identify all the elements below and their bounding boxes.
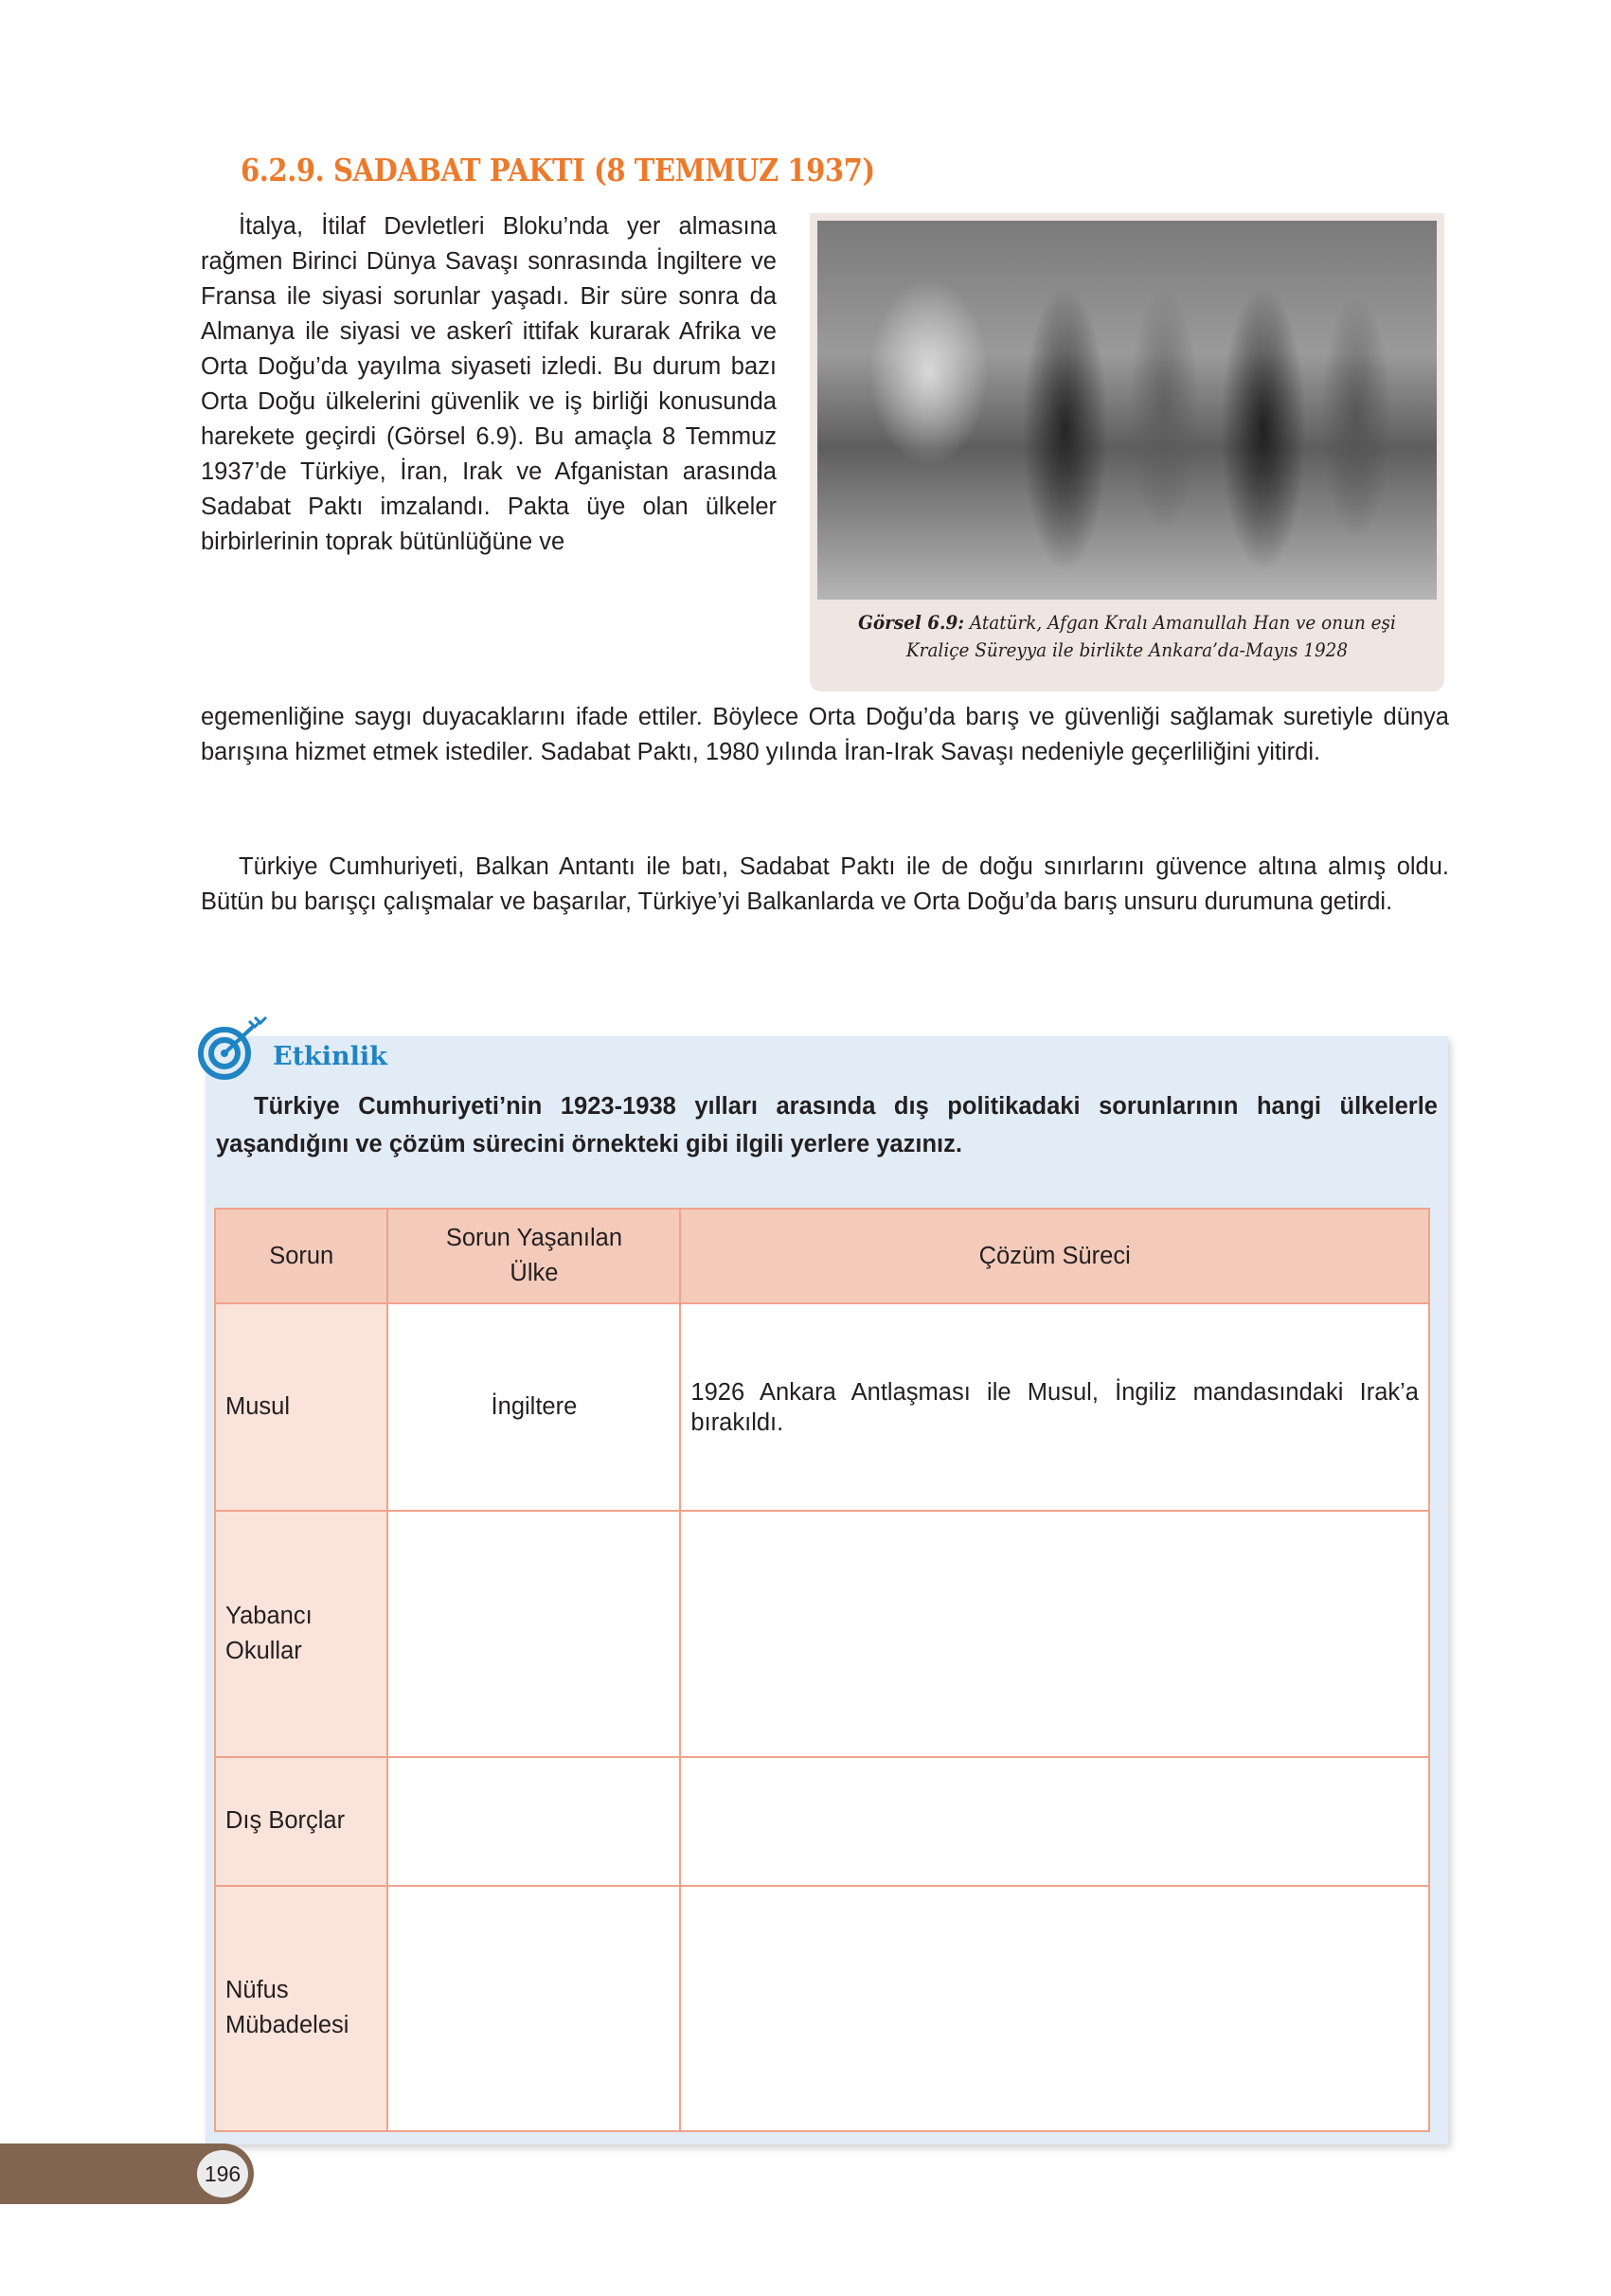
table-row xyxy=(215,1886,1429,2131)
cell-ulke-answer[interactable] xyxy=(387,1511,680,1756)
section-title: 6.2.9. SADABAT PAKTI (8 TEMMUZ 1937) xyxy=(241,152,875,188)
table-row xyxy=(215,1303,1429,1511)
paragraph-1-column: İtalya, İtilaf Devletleri Bloku’nda yer almasına rağmen Birinci Dünya Savaşı sonrasında İngiltere ve Fransa ile siyasi sorunlar yaşadı. Bir süre sonra da Almanya ile siyasi ve askerî ittifak kurarak Afrika ve Orta Doğu’da yayılma siyaseti izledi. Bu durum bazı Orta Doğu ülkelerini güvenlik ve iş birliği konusunda harekete geçirdi (Görsel 6.9). Bu amaçla 8 Temmuz 1937’de Türkiye, İran, Irak ve Afganistan arasında Sadabat Paktı imzalandı. Pakta üye olan ülkeler birbirlerinin toprak bütünlüğüne ve xyxy=(201,213,777,555)
cell-cozum-answer[interactable] xyxy=(680,1886,1429,2131)
header-sorun: Sorun xyxy=(215,1209,387,1303)
historical-photo xyxy=(817,221,1437,600)
cell-cozum-answer[interactable] xyxy=(680,1757,1429,1886)
intro-paragraph-column xyxy=(201,209,777,560)
figure-caption xyxy=(835,609,1419,664)
target-icon xyxy=(196,1015,270,1082)
paragraph-1-continued-block xyxy=(201,700,1449,770)
cell-ulke: İngiltere xyxy=(387,1303,680,1511)
cell-cozum-answer[interactable] xyxy=(680,1511,1429,1756)
paragraph-1-continued: egemenliğine saygı duyacaklarını ifade ettiler. Böylece Orta Doğu’da barış ve güvenliği sağlamak suretiyle dünya barışına hizmet etmek istediler. Sadabat Paktı, 1980 yılında İran-Irak Savaşı nedeniyle geçerliliğini yitirdi. xyxy=(201,704,1449,765)
problems-table xyxy=(214,1208,1430,2132)
caption-label: Görsel 6.9: xyxy=(858,611,965,634)
cell-sorun: Nüfus Mübadelesi xyxy=(215,1886,387,2131)
page-number: 196 xyxy=(197,2150,248,2197)
cell-sorun: Yabancı Okullar xyxy=(215,1511,387,1756)
table-row xyxy=(215,1511,1429,1756)
header-ulke: Sorun Yaşanılan Ülke xyxy=(387,1209,680,1303)
paragraph-2: Türkiye Cumhuriyeti, Balkan Antantı ile batı, Sadabat Paktı ile de doğu sınırlarını güvence altına almış oldu. Bütün bu barışçı çalışmalar ve başarılar, Türkiye’yi Balkanlarda ve Orta Doğu’da barış unsuru durumuna getirdi. xyxy=(201,853,1449,915)
figure-6-9 xyxy=(810,213,1444,691)
activity-instruction xyxy=(216,1087,1438,1163)
activity-label: Etkinlik xyxy=(273,1042,387,1071)
cell-cozum: 1926 Ankara Antlaşması ile Musul, İngiliz mandasındaki Irak’a bırakıldı. xyxy=(680,1303,1429,1511)
caption-text: Atatürk, Afgan Kralı Amanullah Han ve onun eşi Kraliçe Süreyya ile birlikte Ankara’da-Mayıs 1928 xyxy=(905,611,1396,661)
cell-sorun: Musul xyxy=(215,1303,387,1511)
paragraph-2-block xyxy=(201,850,1449,920)
header-cozum: Çözüm Süreci xyxy=(680,1209,1429,1303)
cell-sorun: Dış Borçlar xyxy=(215,1757,387,1886)
instruction-text: Türkiye Cumhuriyeti’nin 1923-1938 yılları arasında dış politikadaki sorunlarının hangi ülkelerle yaşandığını ve çözüm sürecini örnekteki gibi ilgili yerlere yazınız. xyxy=(216,1093,1438,1157)
table-header-row xyxy=(215,1209,1429,1303)
cell-ulke-answer[interactable] xyxy=(387,1757,680,1886)
cell-ulke-answer[interactable] xyxy=(387,1886,680,2131)
table-row xyxy=(215,1757,1429,1886)
